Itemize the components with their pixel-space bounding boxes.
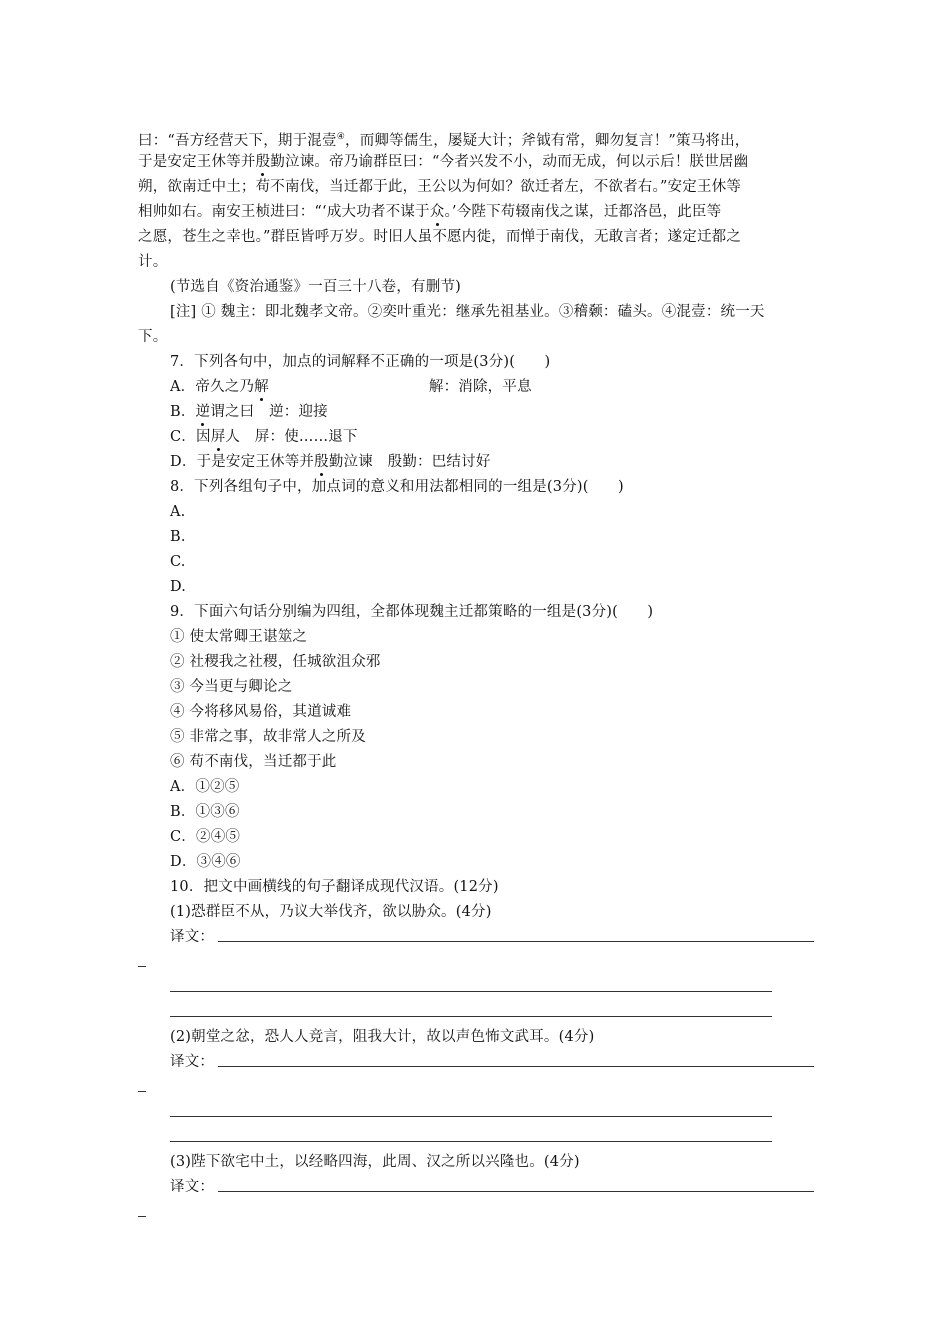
- passage-line-4: 相帅如右。南安王桢进曰：“‘成大功者不谋于众。’今陛下苟辍南伐之谋，迁都洛邑，此臣等: [138, 204, 722, 220]
- q9-sentence-4: ④ 今将移风易俗，其道诚难: [170, 704, 352, 720]
- q8-option-a: A.: [170, 504, 186, 520]
- answer-line-dash: [138, 966, 146, 967]
- answer-line-dash: [138, 1216, 146, 1217]
- dotted-word: 众: [429, 204, 445, 220]
- passage-line-6: 计。: [138, 254, 168, 270]
- dotted-word: 屏: [210, 429, 226, 445]
- q9-option-b: B．①③⑥: [170, 804, 240, 820]
- answer-line[interactable]: [170, 1116, 772, 1117]
- answer-line[interactable]: [170, 1016, 772, 1017]
- passage-line-5: 之愿，苍生之幸也。”群臣皆呼万岁。时旧人虽不愿内徙，而惮于南伐，无敢言者；遂定迁都之: [138, 229, 742, 245]
- q9-option-d: D．③④⑥: [170, 854, 241, 870]
- footnote-marker: ④: [336, 132, 345, 142]
- q9-stem: 9．下面六句话分别编为四组，全都体现魏主迁都策略的一组是(3分)( ): [170, 604, 654, 620]
- answer-line[interactable]: [170, 1141, 772, 1142]
- q7-option-c: C．因屏人 屏：使……退下: [170, 429, 358, 445]
- q7-option-b: B．逆谓之曰 逆：迎接: [170, 404, 328, 420]
- dotted-word: 殷: [255, 154, 271, 170]
- passage-line-3: 朔，欲南迁中土；苟不南伐，当迁都于此，王公以为何如？欲迁者左，不欲者右。”安定王休等: [138, 179, 742, 195]
- answer-line[interactable]: [218, 941, 814, 942]
- q10-part-1: (1)恐群臣不从，乃议大举伐齐，欲以胁众。(4分): [170, 904, 492, 920]
- q7-stem: 7．下列各句中，加点的词解释不正确的一项是(3分)( ): [170, 354, 551, 370]
- dotted-word: 殷: [314, 454, 329, 470]
- q9-sentence-6: ⑥ 苟不南伐，当迁都于此: [170, 754, 337, 770]
- answer-label-1: 译文：: [170, 929, 215, 945]
- answer-label-3: 译文：: [170, 1179, 215, 1195]
- notes-line-2: 下。: [138, 329, 168, 345]
- notes-line-1: [注] ① 魏主：即北魏孝文帝。②奕叶重光：继承先祖基业。③稽颡：磕头。④混壹：统一天: [170, 304, 765, 320]
- q9-sentence-5: ⑤ 非常之事，故非常人之所及: [170, 729, 366, 745]
- q9-sentence-3: ③ 今当更与卿论之: [170, 679, 293, 695]
- q9-sentence-1: ① 使太常卿王谌筮之: [170, 629, 308, 645]
- source-citation: (节选自《资治通鉴》一百三十八卷，有删节): [170, 279, 462, 295]
- q10-part-2: (2)朝堂之忿，恐人人竞言，阻我大计，故以声色怖文武耳。(4分): [170, 1029, 595, 1045]
- dotted-word: 逆: [195, 404, 211, 420]
- q7-option-a: A．帝久之乃解 解：消除，平息: [170, 379, 532, 395]
- q9-sentence-2: ② 社稷我之社稷，任城欲沮众邪: [170, 654, 381, 670]
- answer-label-2: 译文：: [170, 1054, 215, 1070]
- q9-option-a: A．①②⑤: [170, 779, 240, 795]
- q7-option-d: D．于是安定王休等并殷勤泣谏 殷勤：巴结讨好: [170, 454, 491, 470]
- passage-line-1: 曰：“吾方经营天下，期于混壹④，而卿等儒生，屡疑大计；斧钺有常，卿勿复言！”策马将出，: [138, 132, 750, 149]
- q10-stem: 10．把文中画横线的句子翻译成现代汉语。(12分): [170, 879, 499, 895]
- q8-option-d: D.: [170, 579, 187, 595]
- q8-stem: 8．下列各组句子中，加点词的意义和用法都相同的一组是(3分)( ): [170, 479, 624, 495]
- q10-part-3: (3)陛下欲宅中土，以经略四海，此周、汉之所以兴隆也。(4分): [170, 1154, 580, 1170]
- answer-line[interactable]: [218, 1191, 814, 1192]
- dotted-word: 解: [254, 379, 269, 395]
- answer-line[interactable]: [170, 991, 772, 992]
- q8-option-b: B.: [170, 529, 186, 545]
- answer-line[interactable]: [218, 1066, 814, 1067]
- answer-line-dash: [138, 1091, 146, 1092]
- passage-line-2: 于是安定王休等并殷勤泣谏。帝乃谕群臣曰：“今者兴发不小，动而无成，何以示后！朕世居幽: [138, 154, 749, 170]
- q9-option-c: C．②④⑤: [170, 829, 241, 845]
- q8-option-c: C.: [170, 554, 186, 570]
